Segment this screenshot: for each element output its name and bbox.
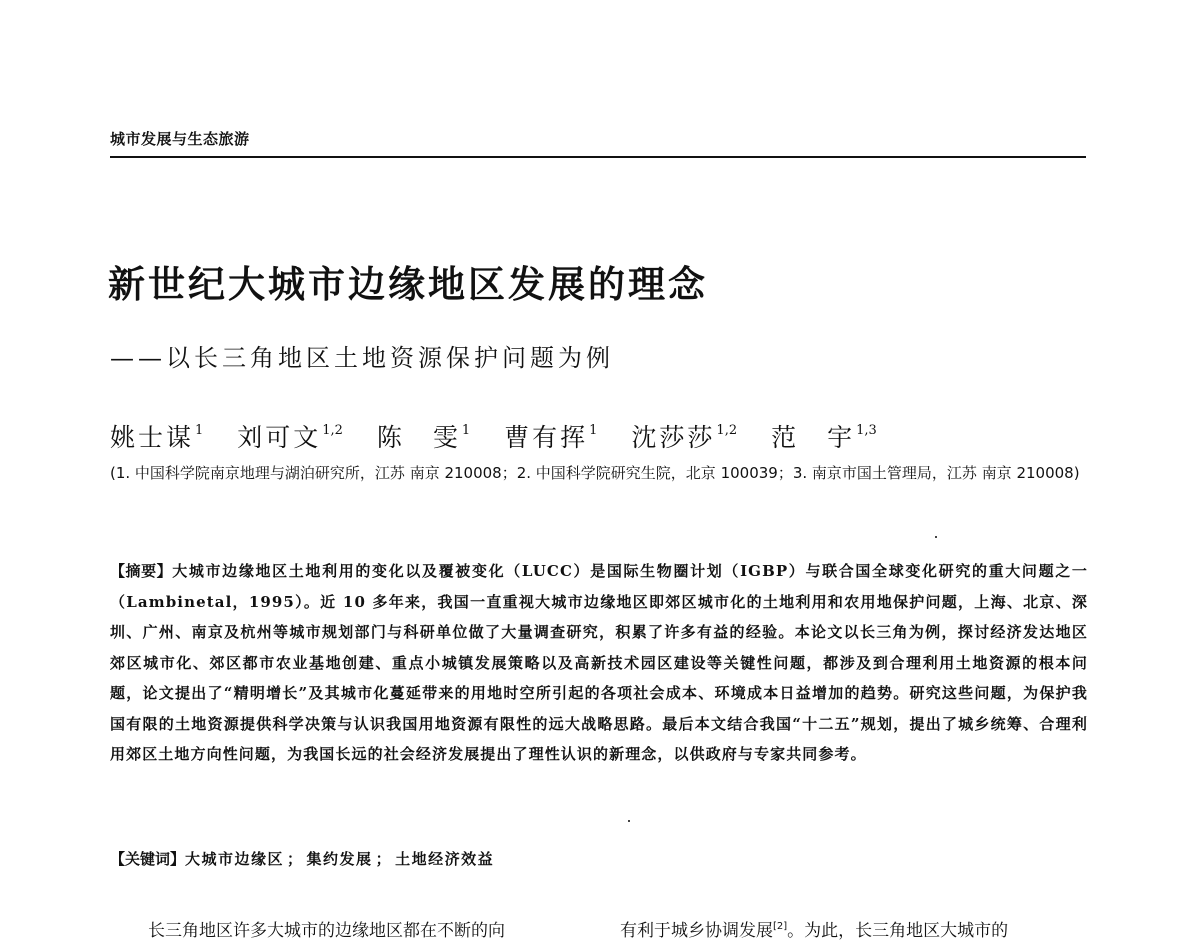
keywords-label: 【关键词】 bbox=[110, 850, 186, 868]
keyword-separator: ； bbox=[287, 850, 304, 868]
article-title: 新世纪大城市边缘地区发展的理念 bbox=[108, 263, 708, 306]
citation-ref: [2] bbox=[773, 921, 788, 932]
abstract-label: 【摘要】 bbox=[110, 562, 173, 580]
body-right-column: 有利于城乡协调发展[2]。为此，长三角地区大城市的 bbox=[620, 921, 1009, 941]
author: 曹有挥$^1$ bbox=[504, 423, 598, 452]
keyword-separator: ； bbox=[375, 850, 393, 868]
affiliations: (1. 中国科学院南京地理与湖泊研究所，江苏 南京 210008；2. 中国科学院研究生院，北京 100039；3. 南京市国土管理局，江苏 南京 210008) bbox=[110, 464, 1080, 482]
author: 刘可文$^{1,2}$ bbox=[237, 423, 343, 452]
author: 范 宇$^{1,3}$ bbox=[771, 423, 877, 452]
article-subtitle: ——以长三角地区土地资源保护问题为例 bbox=[110, 344, 614, 372]
author: 陈 雯$^1$ bbox=[376, 423, 471, 452]
abstract bbox=[110, 556, 1088, 770]
keyword: 大城市边缘区 bbox=[185, 850, 285, 868]
keyword: 集约发展 bbox=[306, 850, 373, 868]
running-head: 城市发展与生态旅游 bbox=[110, 130, 250, 148]
scan-speck bbox=[628, 820, 630, 822]
keywords bbox=[110, 848, 494, 869]
author-list bbox=[110, 418, 903, 454]
body-left-column: 长三角地区许多大城市的边缘地区都在不断的向 bbox=[148, 921, 505, 941]
keyword: 土地经济效益 bbox=[395, 850, 495, 868]
scan-speck bbox=[935, 536, 937, 538]
author: 沈莎莎$^{1,2}$ bbox=[631, 423, 738, 452]
author: 姚士谋$^1$ bbox=[110, 423, 204, 452]
header-rule bbox=[110, 156, 1086, 158]
abstract-text: 大城市边缘地区土地利用的变化以及覆被变化（LUCC）是国际生物圈计划（IGBP）与联合国全球变化研究的重大问题之一（Lambinetal，1995）。近 10 多年来，我国一直重视大城市边缘地区即郊区城市化的土地利用和农用地保护问题，上海、北京、深圳、广州、南京及杭州等城市规划部门与科研单位做了大量调查研究，积累了许多有益的经验。本论文以长三角为例，探讨经济发达地区郊区城市化、郊区都市农业基地创建、重点小城镇发展策略以及高新技术园区建设等关键性问题，都涉及到合理利用土地资源的根本问题，论文提出了“精明增长”及其城市化蔓延带来的用地时空所引起的各项社会成本、环境成本日益增加的趋势。研究这些问题，为保护我国有限的土地资源提供科学决策与认识我国用地资源有限性的远大战略思路。最后本文结合我国“十二五”规划，提出了城乡统筹、合理利用郊区土地方向性问题，为我国长远的社会经济发展提出了理性认识的新理念，以供政府与专家共同参考。 bbox=[110, 562, 1089, 763]
